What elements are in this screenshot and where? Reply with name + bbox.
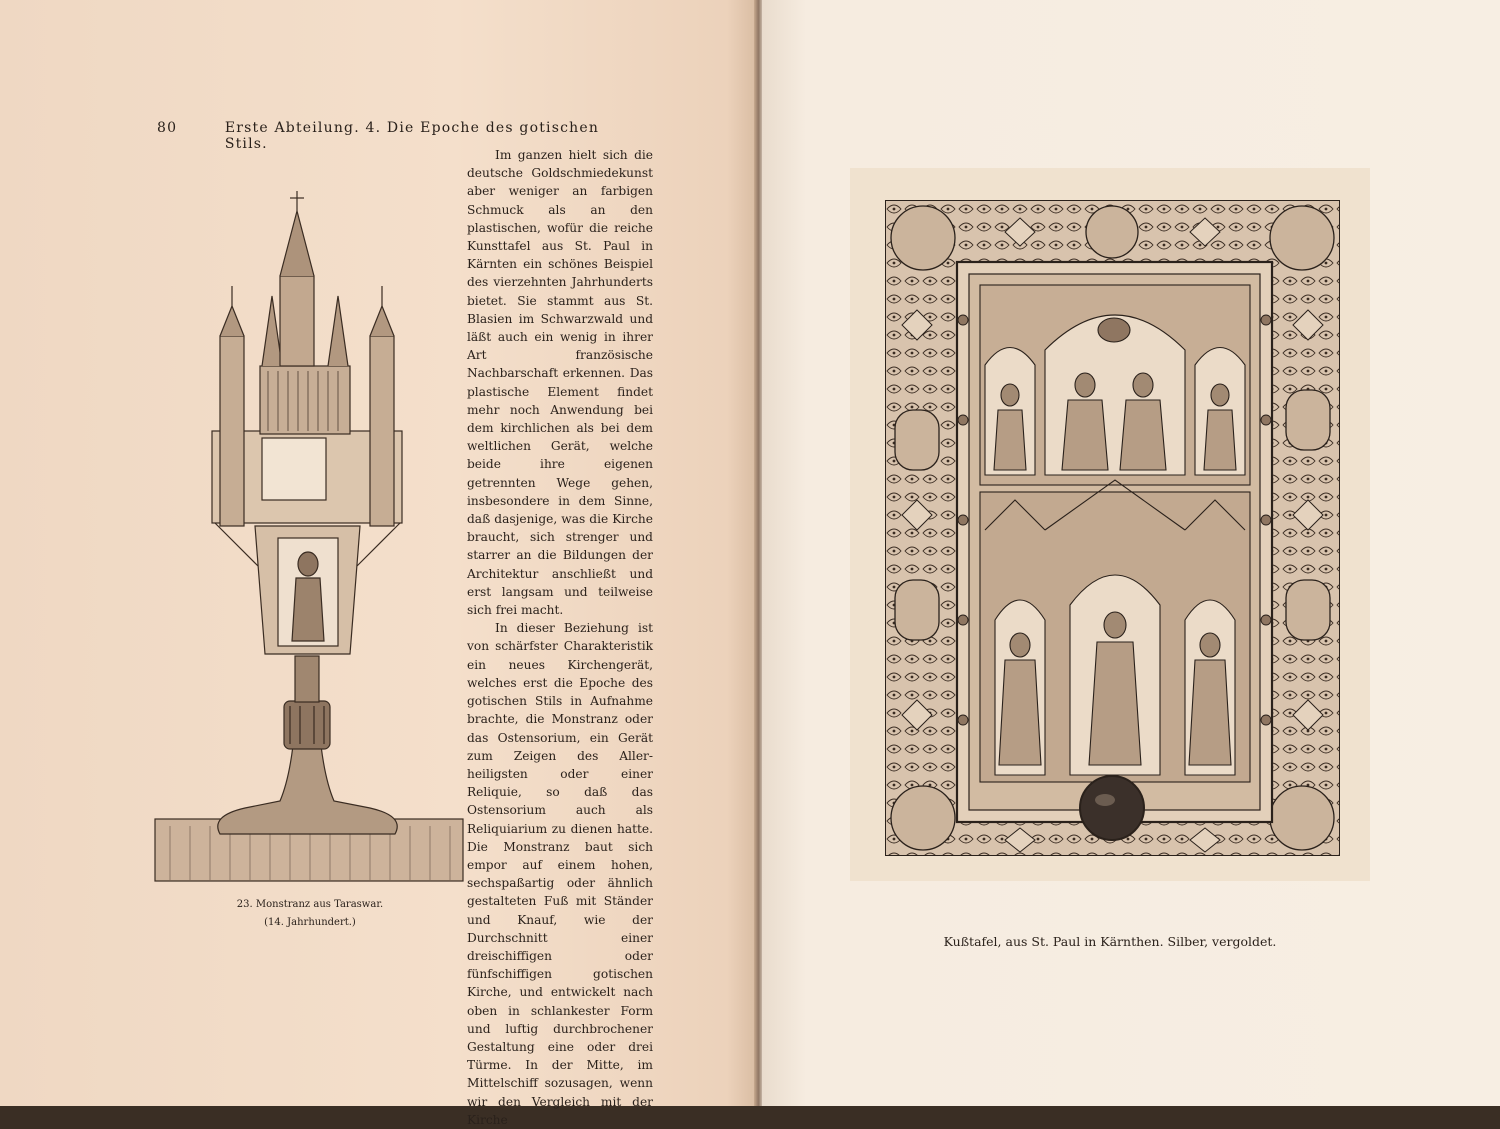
figure-caption-date: (14. Jahrhundert.) [264, 917, 356, 928]
body-paragraph-2: In dieser Beziehung ist von schärfster Charakteristik ein neues Kirchengerät, welches erst die Epoche des gotischen Stils in Aufnahme brachte, die Monstranz oder das Ostensorium, ein Gerät zum Zeigen des Allerheiligsten oder einer Reliquie, so daß das Ostensorium auch als Reliquiarium zu dienen hatte. Die Monstranz baut sich empor auf einem hohen, sechspaßartig oder ähnlich gestalteten Fuß mit Ständer und Knauf, wie der Durchschnitt einer dreischiffigen oder fünfschiffigen gotischen Kirche, und entwickelt nach oben in schlankester Form und luftig durchbrochener Gestaltung eine oder drei Türme. In der Mitte, im Mittelschiff sozusagen, wenn wir den Vergleich mit der Kirche [467, 621, 653, 1127]
figure-caption [190, 896, 430, 932]
plate-illustration-panel [850, 168, 1370, 881]
body-paragraph-1: Im ganzen hielt sich die deutsche Goldschmiedekunst aber weniger an farbigen Schmuck als an den plastischen, wofür die reiche Kunsttafel aus St. Paul in Kärnten ein schönes Beispiel des vierzehnten Jahrhunderts bietet. Sie stammt aus St. Blasien im Schwarzwald und läßt auch ein wenig in ihrer Art französische Nachbarschaft erkennen. Das plastische Element findet mehr noch Anwendung bei dem kirchlichen als bei dem weltlichen Gerät, welche beide ihre eigenen getrennten Wege gehen, insbesondere in dem Sinne, daß dasjenige, was die Kirche braucht, sich strenger und starrer an die Bildungen der Architektur anschließt und erst langsam und teilweise sich frei macht. [467, 148, 653, 618]
running-head: Erste Abteilung. 4. Die Epoche des gotischen Stils. [224, 120, 600, 152]
monstrance-illustration [150, 186, 465, 886]
plate-caption: Kußtafel, aus St. Paul in Kärnthen. Silber, vergoldet. [943, 934, 1277, 949]
running-header [157, 120, 617, 152]
body-text-column [467, 146, 653, 1129]
figure-caption-title: 23. Monstranz aus Taraswar. [236, 899, 384, 910]
page-number: 80 [157, 120, 178, 136]
kusstafel-engraving [885, 200, 1340, 856]
